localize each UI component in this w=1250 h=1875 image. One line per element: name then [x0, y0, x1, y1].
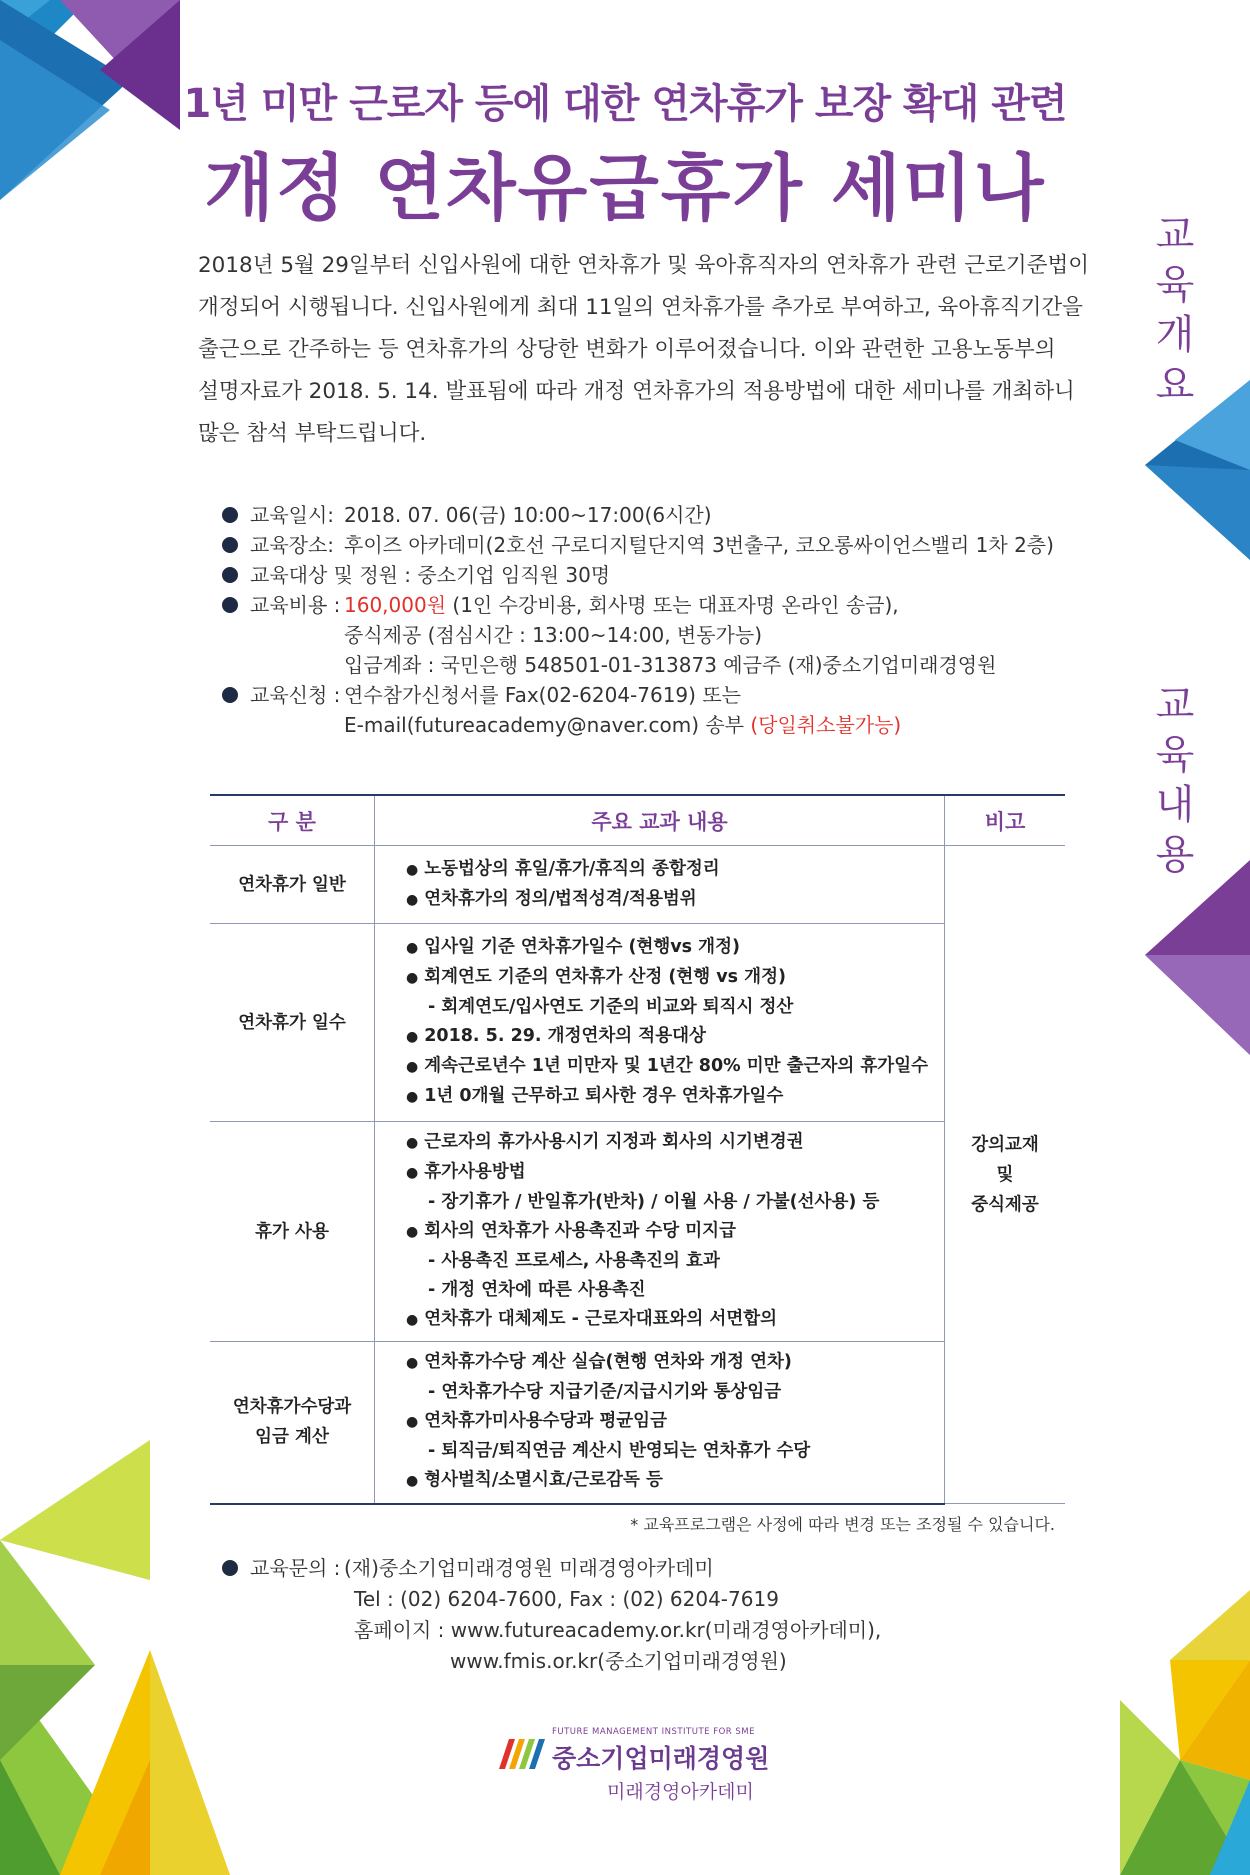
organization-logo [497, 1727, 797, 1817]
header-note: 비고 [945, 795, 1066, 846]
bullet-icon [222, 507, 238, 523]
homepage-link-2[interactable]: www.fmis.or.kr(중소기업미래경영원) [450, 1649, 787, 1673]
list-item: ● 계속근로년수 1년 미만자 및 1년간 80% 미만 출근자의 휴가일수 [406, 1052, 943, 1082]
list-item: ● 연차휴가 대체제도 - 근로자대표와의 서면합의 [406, 1305, 943, 1335]
row-category: 연차휴가 일수 [210, 924, 375, 1122]
list-item: ● 2018. 5. 29. 개정연차의 적용대상 [406, 1022, 943, 1052]
header-content: 주요 교과 내용 [375, 795, 945, 846]
bullet-icon [222, 1560, 238, 1576]
row-content [375, 924, 945, 1122]
row-content [375, 846, 945, 924]
header-category: 구 분 [210, 795, 375, 846]
table-row [210, 924, 1065, 1122]
curriculum-table [210, 794, 1065, 1505]
logo-english-text: FUTURE MANAGEMENT INSTITUTE FOR SME [552, 1727, 756, 1737]
table-row [210, 1342, 1065, 1504]
fee-amount: 160,000원 [344, 593, 447, 617]
side-label-content: 교 육 내 용 [1155, 682, 1195, 878]
page-subtitle: 1년 미만 근로자 등에 대한 연차휴가 보장 확대 관련 [183, 81, 1067, 127]
list-item: ● 휴가사용방법 [406, 1158, 943, 1188]
intro-paragraph: 2018년 5월 29일부터 신입사원에 대한 연차휴가 및 육아휴직자의 연차휴가 관련 근로기준법이 개정되어 시행됩니다. 신입사원에게 최대 11일의 연차휴가를 추가로 부여하고, 육아휴직기간을 출근으로 간주하는 등 연차휴가의 상당한 변화가 이루어졌습니다. 이와 관련한 고용노동부의 설명자료가 2018. 5. 14. 발표됨에 따라 개정 연차휴가의 적용방법에 대한 세미나를 개최하니 많은 참석 부탁드립니다. [198, 253, 1090, 446]
list-item: ● 회사의 연차휴가 사용촉진과 수당 미지급 [406, 1217, 943, 1247]
list-item: ● 연차휴가수당 계산 실습(현행 연차와 개정 연차) [406, 1348, 943, 1378]
logo-name: 중소기업미래경영원 [552, 1744, 770, 1773]
list-item: - 회계연도/입사연도 기준의 비교와 퇴직시 정산 [428, 997, 794, 1017]
page-title: 개정 연차유급휴가 세미나 [204, 146, 1046, 230]
row-category: 휴가 사용 [210, 1122, 375, 1342]
bullet-icon [222, 687, 238, 703]
logo-mark-icon [497, 1731, 549, 1771]
logo-sub: 미래경영아카데미 [607, 1781, 754, 1803]
homepage-link[interactable]: 홈페이지 : www.futureacademy.or.kr(미래경영아카데미), [354, 1618, 882, 1642]
list-item: - 연차휴가수당 지급기준/지급시기와 통상임금 [428, 1382, 782, 1403]
list-item: ● 근로자의 휴가사용시기 지정과 회사의 시기변경권 [406, 1128, 943, 1158]
table-row [210, 846, 1065, 924]
side-label-overview: 교 육 개 요 [1155, 212, 1195, 408]
list-item: ● 회계연도 기준의 연차휴가 산정 (현행 vs 개정) [406, 963, 943, 993]
row-category: 연차휴가수당과 임금 계산 [210, 1342, 375, 1504]
list-item: ● 노동법상의 휴일/휴가/휴직의 종합정리 [406, 855, 943, 885]
row-content [375, 1122, 945, 1342]
list-item: ● 입사일 기준 연차휴가일수 (현행vs 개정) [406, 933, 943, 963]
bullet-icon [222, 537, 238, 553]
list-item: - 장기휴가 / 반일휴가(반차) / 이월 사용 / 가불(선사용) 등 [428, 1192, 880, 1212]
bullet-icon [222, 597, 238, 613]
row-content [375, 1342, 945, 1504]
list-item: - 퇴직금/퇴직연금 계산시 반영되는 연차휴가 수당 [428, 1441, 811, 1462]
bullet-icon [222, 567, 238, 583]
list-item: - 개정 연차에 따른 사용촉진 [428, 1280, 646, 1300]
list-item: - 사용촉진 프로세스, 사용촉진의 효과 [428, 1251, 720, 1271]
list-item: ● 1년 0개월 근무하고 퇴사한 경우 연차휴가일수 [406, 1082, 943, 1112]
list-item: ● 형사벌칙/소멸시효/근로감독 등 [406, 1466, 943, 1496]
footnote: * 교육프로그램은 사정에 따라 변경 또는 조정될 수 있습니다. [630, 1515, 1055, 1534]
row-category: 연차휴가 일반 [210, 846, 375, 924]
apply-email[interactable]: E-mail(futureacademy@naver.com) 송부 [344, 713, 751, 737]
list-item: ● 연차휴가미사용수당과 평균임금 [406, 1407, 943, 1437]
list-item: ● 연차휴가의 정의/법적성격/적용범위 [406, 885, 943, 915]
table-row [210, 1122, 1065, 1342]
row-note: 강의교재 및 중식제공 [945, 846, 1066, 1504]
cancel-warning: (당일취소불가능) [750, 713, 902, 737]
